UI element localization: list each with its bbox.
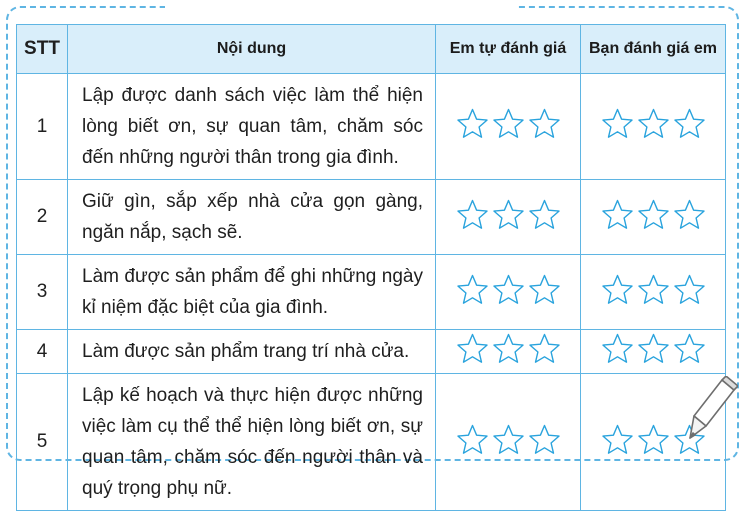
star-icon[interactable] (672, 107, 707, 141)
star-icon[interactable] (636, 107, 671, 141)
star-icon[interactable] (455, 423, 490, 457)
row-number: 3 (17, 255, 68, 330)
star-icon[interactable] (527, 198, 562, 232)
star-rating[interactable] (600, 198, 707, 232)
row-content: Làm được sản phẩm để ghi những ngày kỉ niệm đặc biệt của gia đình. (68, 255, 436, 330)
table-row (17, 255, 726, 330)
header-row (17, 25, 726, 74)
header-stt: STT (17, 25, 68, 74)
row-number: 5 (17, 374, 68, 511)
friend-rating[interactable] (581, 74, 726, 180)
star-icon[interactable] (672, 198, 707, 232)
self-rating[interactable] (436, 74, 581, 180)
self-rating[interactable] (436, 255, 581, 330)
star-icon[interactable] (600, 423, 635, 457)
table-row (17, 374, 726, 511)
star-icon[interactable] (491, 332, 526, 366)
star-icon[interactable] (527, 423, 562, 457)
table-row (17, 74, 726, 180)
star-rating[interactable] (455, 273, 562, 307)
friend-rating[interactable] (581, 330, 726, 374)
star-icon[interactable] (672, 273, 707, 307)
friend-rating[interactable] (581, 255, 726, 330)
star-icon[interactable] (527, 273, 562, 307)
star-icon[interactable] (491, 423, 526, 457)
star-icon[interactable] (636, 423, 671, 457)
header-content: Nội dung (68, 25, 436, 74)
star-icon[interactable] (527, 332, 562, 366)
friend-rating[interactable] (581, 180, 726, 255)
star-rating[interactable] (600, 107, 707, 141)
header-self-assessment: Em tự đánh giá (436, 25, 581, 74)
pencil-icon (684, 376, 738, 442)
star-icon[interactable] (636, 198, 671, 232)
row-number: 4 (17, 330, 68, 374)
self-rating[interactable] (436, 180, 581, 255)
star-icon[interactable] (600, 107, 635, 141)
star-icon[interactable] (455, 332, 490, 366)
star-icon[interactable] (455, 198, 490, 232)
star-icon[interactable] (491, 273, 526, 307)
row-content: Lập kế hoạch và thực hiện được những việc làm cụ thể thể hiện lòng biết ơn, sự quan tâm, chăm sóc đến người thân và quý trọng phụ nữ. (68, 374, 436, 511)
self-rating[interactable] (436, 330, 581, 374)
star-icon[interactable] (636, 332, 671, 366)
frame-gap (165, 0, 515, 12)
star-icon[interactable] (491, 107, 526, 141)
star-rating[interactable] (455, 332, 562, 366)
star-rating[interactable] (600, 273, 707, 307)
star-rating[interactable] (455, 107, 562, 141)
star-icon[interactable] (600, 273, 635, 307)
header-friend-assessment: Bạn đánh giá em (581, 25, 726, 74)
self-rating[interactable] (436, 374, 581, 511)
star-icon[interactable] (672, 332, 707, 366)
star-rating[interactable] (455, 423, 562, 457)
row-content: Làm được sản phẩm trang trí nhà cửa. (68, 330, 436, 374)
star-icon[interactable] (527, 107, 562, 141)
row-content: Lập được danh sách việc làm thể hiện lòng biết ơn, sự quan tâm, chăm sóc đến những người thân trong gia đình. (68, 74, 436, 180)
row-number: 2 (17, 180, 68, 255)
row-number: 1 (17, 74, 68, 180)
star-icon[interactable] (600, 332, 635, 366)
star-icon[interactable] (455, 107, 490, 141)
star-icon[interactable] (455, 273, 490, 307)
star-rating[interactable] (600, 332, 707, 366)
star-icon[interactable] (600, 198, 635, 232)
table-row (17, 180, 726, 255)
self-assessment-table (16, 24, 726, 511)
star-icon[interactable] (491, 198, 526, 232)
star-icon[interactable] (636, 273, 671, 307)
table-row (17, 330, 726, 374)
star-rating[interactable] (455, 198, 562, 232)
row-content: Giữ gìn, sắp xếp nhà cửa gọn gàng, ngăn nắp, sạch sẽ. (68, 180, 436, 255)
